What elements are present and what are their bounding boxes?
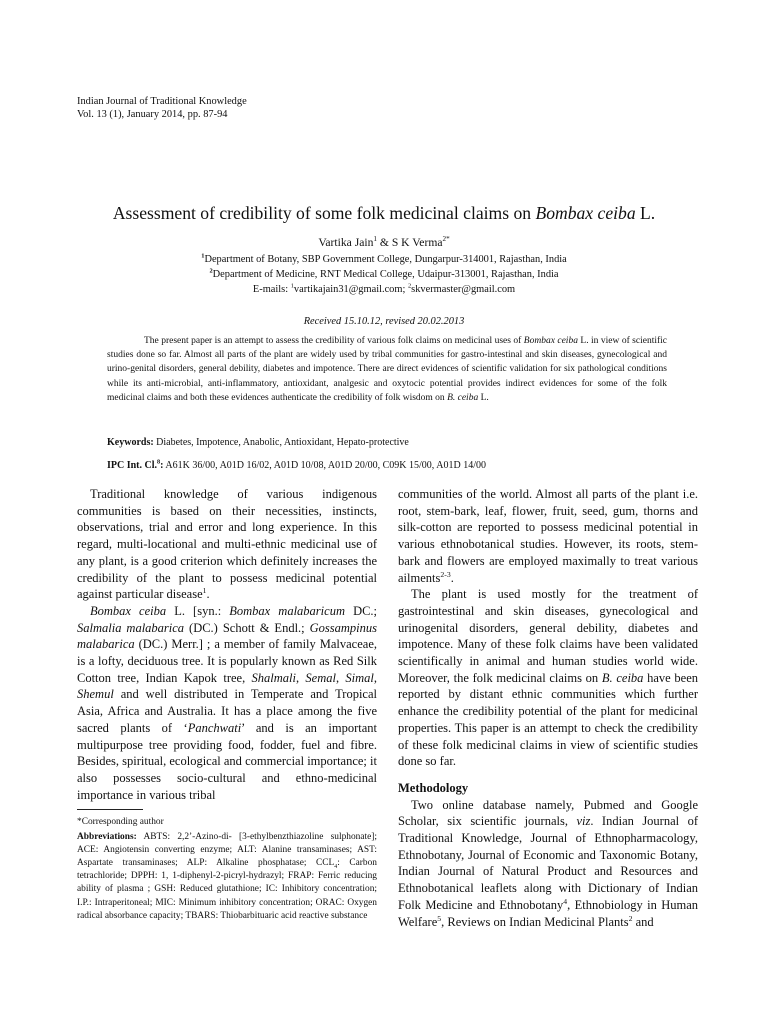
author-1-sup: 1 [373,235,377,244]
affiliation-1: $^1$Department of Botany, SBP Government College, Dungarpur-314001, Rajasthan, India [201,252,567,265]
abstract: The present paper is an attempt to assess the credibility of various folk claims on medicinal uses of Bombax ceiba L. in view of scientific studies done so far. Almost all parts of the plant are widely used by tribal communities for gastro-intestinal and skin diseases, gynecological and urino-genital disorders, general debility, diabetes and impotence. There are direct evidences of scientific validation for six pathological conditions while its anti-microbial, anti-inflammatory, antioxidant, analgesic and oxytocic potential provides indirect evidences for some of the folk medicinal claims and both these evidences authenticate the credibility of folk wisdom on B. ceiba L. [107,336,668,403]
keywords-text: Diabetes, Impotence, Anabolic, Antioxidant, Hepato-protective [153,437,409,448]
ipc-codes: A61K 36/00, A01D 16/02, A01D 10/08, A01D 20/00, C09K 15/00, A01D 14/00 [163,460,486,471]
author-2: S K Verma [391,236,443,249]
email-2: skvermaster@gmail.com [411,284,516,295]
intro-paragraph-2: Bombax ceiba L. [syn.: Bombax malabaricum DC.; Salmalia malabarica (DC.) Schott & Endl.; Gossampinus malabarica (DC.) Merr.] ; a member of family Malvaceae, is a lofty, deciduous tree. It is popularly known as Red Silk Cotton tree, Indian Kapok tree, Shalmali, Semal, Simal, Shemul and well distributed in Temperate and Tropical Asia, Africa and Australia. It has a place among the five sacred plants of ‘Panchwati’ and is an important multipurpose tree providing food, fodder, fuel and fibre. Besides, spiritual, ecological and commercial importance; it also possesses socio-cultural and ethno-medicinal importance in various tribal [77,603,378,802]
title-species: Bombax ceiba [535,203,636,223]
ipc-classification: IPC Int. Cl.$^8$: A61K 36/00, A01D 16/02, A01D 10/08, A01D 20/00, C09K 15/00, A01D 14/00 [107,458,486,471]
footnote-divider [77,809,143,810]
journal-header [77,95,247,121]
left-column [77,486,377,923]
methodology-heading: Methodology [398,780,469,795]
intro-paragraph-4: The plant is used mostly for the treatment of gastrointestinal and skin diseases, gynecological and urinogenital disorders, general debility, diabetes and impotence. Many of these folk claims have been validated scientifically in animal and human studies world wide. Moreover, the folk medicinal claims on B. ceiba have been reported by distant ethnic communities which further enhance the credibility potential of the plant for medicinal properties. This paper is an attempt to check the credibility of these folk medicinal claims in view of scientific studies done so far. [398,587,698,769]
title-suffix: L. [635,203,656,223]
methodology-paragraph: Two online database namely, Pubmed and Google Scholar, six scientific journals, viz. Indian Journal of Traditional Knowledge, Journal of Ethnopharmacology, Ethnobotany, Journal of Economic and Taxonomic Botany, Indian Journal of Natural Product and Resources and Ethnobotanical leaflets along with Dictionary of Indian Folk Medicine and Ethnobotany$^4$, Ethnobiology in Human Welfare$^5$, Reviews on Indian Medicinal Plants$^2$ and [398,797,699,929]
received-dates: Received 15.10.12, revised 20.02.2013 [303,316,465,327]
journal-name: Indian Journal of Traditional Knowledge [77,96,247,107]
corresponding-author-note: *Corresponding author [77,817,164,828]
author-1: Vartika Jain [318,236,374,249]
email-1: vartikajain31@gmail.com; [293,284,408,295]
intro-paragraph-3: communities of the world. Almost all parts of the plant i.e. root, stem-bark, leaf, flower, fruit, seed, gum, thorns and silk-cotton are reported to possess medicinal potential in various ethnobotanical studies. However, its roots, stem-bark and flowers are employed maximally to treat various ailments$^{2-3}$. [398,487,698,585]
keywords [107,437,667,448]
keywords-label: Keywords: [107,437,154,448]
author-separator: & [376,236,392,249]
author-2-sup: 2* [442,235,450,244]
ipc-label: IPC Int. Cl. [107,460,158,471]
emails: E-mails: $^1$vartikajain31@gmail.com; $^2$skvermaster@gmail.com [252,282,516,295]
author-list [0,236,768,249]
abbreviations-note: Abbreviations: ABTS: 2,2’-Azino-di- [3-ethylbenzthiazoline sulphonate]; ACE: Angiotensin converting enzyme; ALT: Alanine transaminases; AST: Aspartate transaminases; ALP: Alkaline phosphatase; $CCL_4$: Carbon tetrachloride; DPPH: 1, 1-diphenyl-2-picryl-hydrazyl; FRAP: Ferric reducing ability of plasma ; GSH: Reduced glutathione; IC: Inhibitory concentration; I.P.: Intraperitoneal; MIC: Minimum inhibitory concentration; ORAC: Oxygen radical absorbance capacity; TBARS: Thiobarbituaric acid reactive substance [77,831,377,921]
affiliation-2: $^2$Department of Medicine, RNT Medical College, Udaipur-313001, Rajasthan, India [209,267,559,280]
journal-issue: Vol. 13 (1), January 2014, pp. 87-94 [77,109,228,120]
intro-paragraph-1: Traditional knowledge of various indigenous communities is based on their necessities, instincts, observations, trial and error and long experience. In this regard, multi-locational and multi-ethnic medicinal use of any plant, is a good criterion which definitely increases the credibility of the plant to possess medicinal potential against particular disease$^1$. [77,487,377,602]
affiliations [0,252,768,297]
paper-title [0,203,768,224]
title-prefix: Assessment of credibility of some folk medicinal claims on [112,203,536,223]
right-column [398,486,698,930]
